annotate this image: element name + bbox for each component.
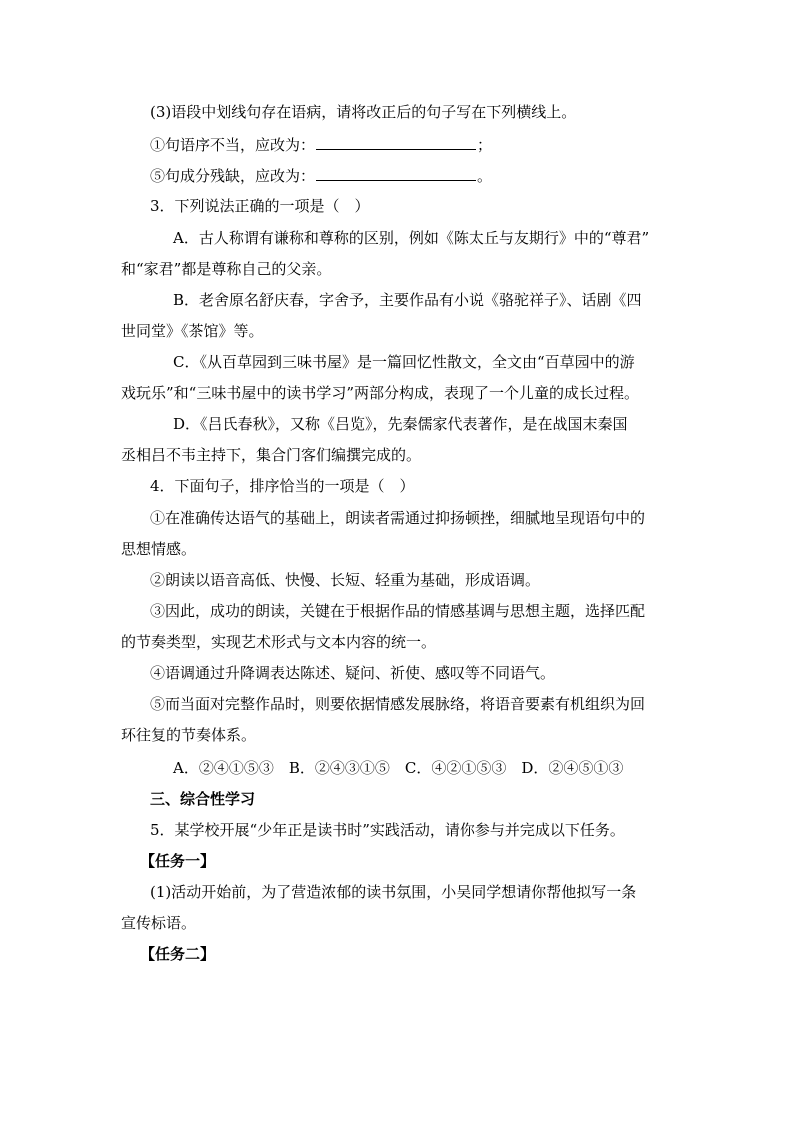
q3-stem: 3．下列说法正确的一项是（ ） — [150, 197, 370, 215]
q4-sentence-3-line2: 的节奏类型，实现艺术形式与文本内容的统一。 — [121, 633, 437, 651]
q3-option-a-line2: 和“家君”都是尊称自己的父亲。 — [121, 260, 332, 278]
q4-sentence-1-line2: 思想情感。 — [121, 540, 197, 558]
q4-sentence-2: ②朗读以语音高低、快慢、长短、轻重为基础，形成语调。 — [150, 571, 541, 589]
q3-option-d-line1: D．《吕氏春秋》，又称《吕览》，先秦儒家代表著作，是在战国末秦国 — [173, 415, 628, 433]
answer-blank-1[interactable] — [316, 135, 476, 150]
q4-options: A．②④①⑤③ B．②④③①⑤ C．④②①⑤③ D．②④⑤①③ — [173, 759, 624, 777]
q2-part3-item1-end: ； — [477, 136, 493, 154]
q2-part3-item1 — [150, 135, 492, 155]
q2-part3-item5-label: ⑤句成分残缺，应改为： — [150, 167, 316, 185]
task2-heading: 【任务二】 — [140, 945, 216, 963]
task1-heading: 【任务一】 — [140, 852, 216, 870]
q3-option-b-line2: 世同堂》《茶馆》等。 — [121, 322, 264, 340]
q4-sentence-4: ④语调通过升降调表达陈述、疑问、祈使、感叹等不同语气。 — [150, 664, 556, 682]
answer-blank-2[interactable] — [316, 166, 476, 181]
task1-question-line2: 宣传标语。 — [121, 914, 197, 932]
section-heading: 三、综合性学习 — [150, 790, 256, 808]
q4-sentence-1-line1: ①在准确传达语气的基础上，朗读者需通过抑扬顿挫，细腻地呈现语句中的 — [150, 509, 646, 527]
q3-option-c-line2: 戏玩乐”和“三味书屋中的读书学习”两部分构成，表现了一个儿童的成长过程。 — [121, 384, 640, 402]
q2-part3-stem: (3)语段中划线句存在语病，请将改正后的句子写在下列横线上。 — [150, 103, 577, 121]
q3-option-c-line1: C．《从百草园到三味书屋》是一篇回忆性散文，全文由“百草园中的游 — [173, 353, 635, 371]
q3-option-a-line1: A．古人称谓有谦称和尊称的区别，例如《陈太丘与友期行》中的“尊君” — [173, 229, 650, 247]
q4-sentence-3-line1: ③因此，成功的朗读，关键在于根据作品的情感基调与思想主题，选择匹配 — [150, 602, 646, 620]
q5-stem: 5．某学校开展“少年正是读书时”实践活动，请你参与并完成以下任务。 — [150, 821, 625, 839]
q2-part3-item1-label: ①句语序不当，应改为： — [150, 136, 316, 154]
q3-option-b-line1: B．老舍原名舒庆春，字舍予，主要作品有小说《骆驼祥子》、话剧《四 — [173, 291, 642, 309]
q4-sentence-5-line2: 环往复的节奏体系。 — [121, 726, 257, 744]
q4-sentence-5-line1: ⑤而当面对完整作品时，则要依据情感发展脉络，将语音要素有机组织为回 — [150, 695, 646, 713]
task1-question-line1: (1)活动开始前，为了营造浓郁的读书氛围，小吴同学想请你帮他拟写一条 — [150, 883, 637, 901]
q2-part3-item5 — [150, 166, 492, 186]
q3-option-d-line2: 丞相吕不韦主持下，集合门客们编撰完成的。 — [121, 446, 422, 464]
q4-stem: 4．下面句子，排序恰当的一项是（ ） — [150, 477, 415, 495]
q2-part3-item5-end: 。 — [477, 167, 493, 185]
